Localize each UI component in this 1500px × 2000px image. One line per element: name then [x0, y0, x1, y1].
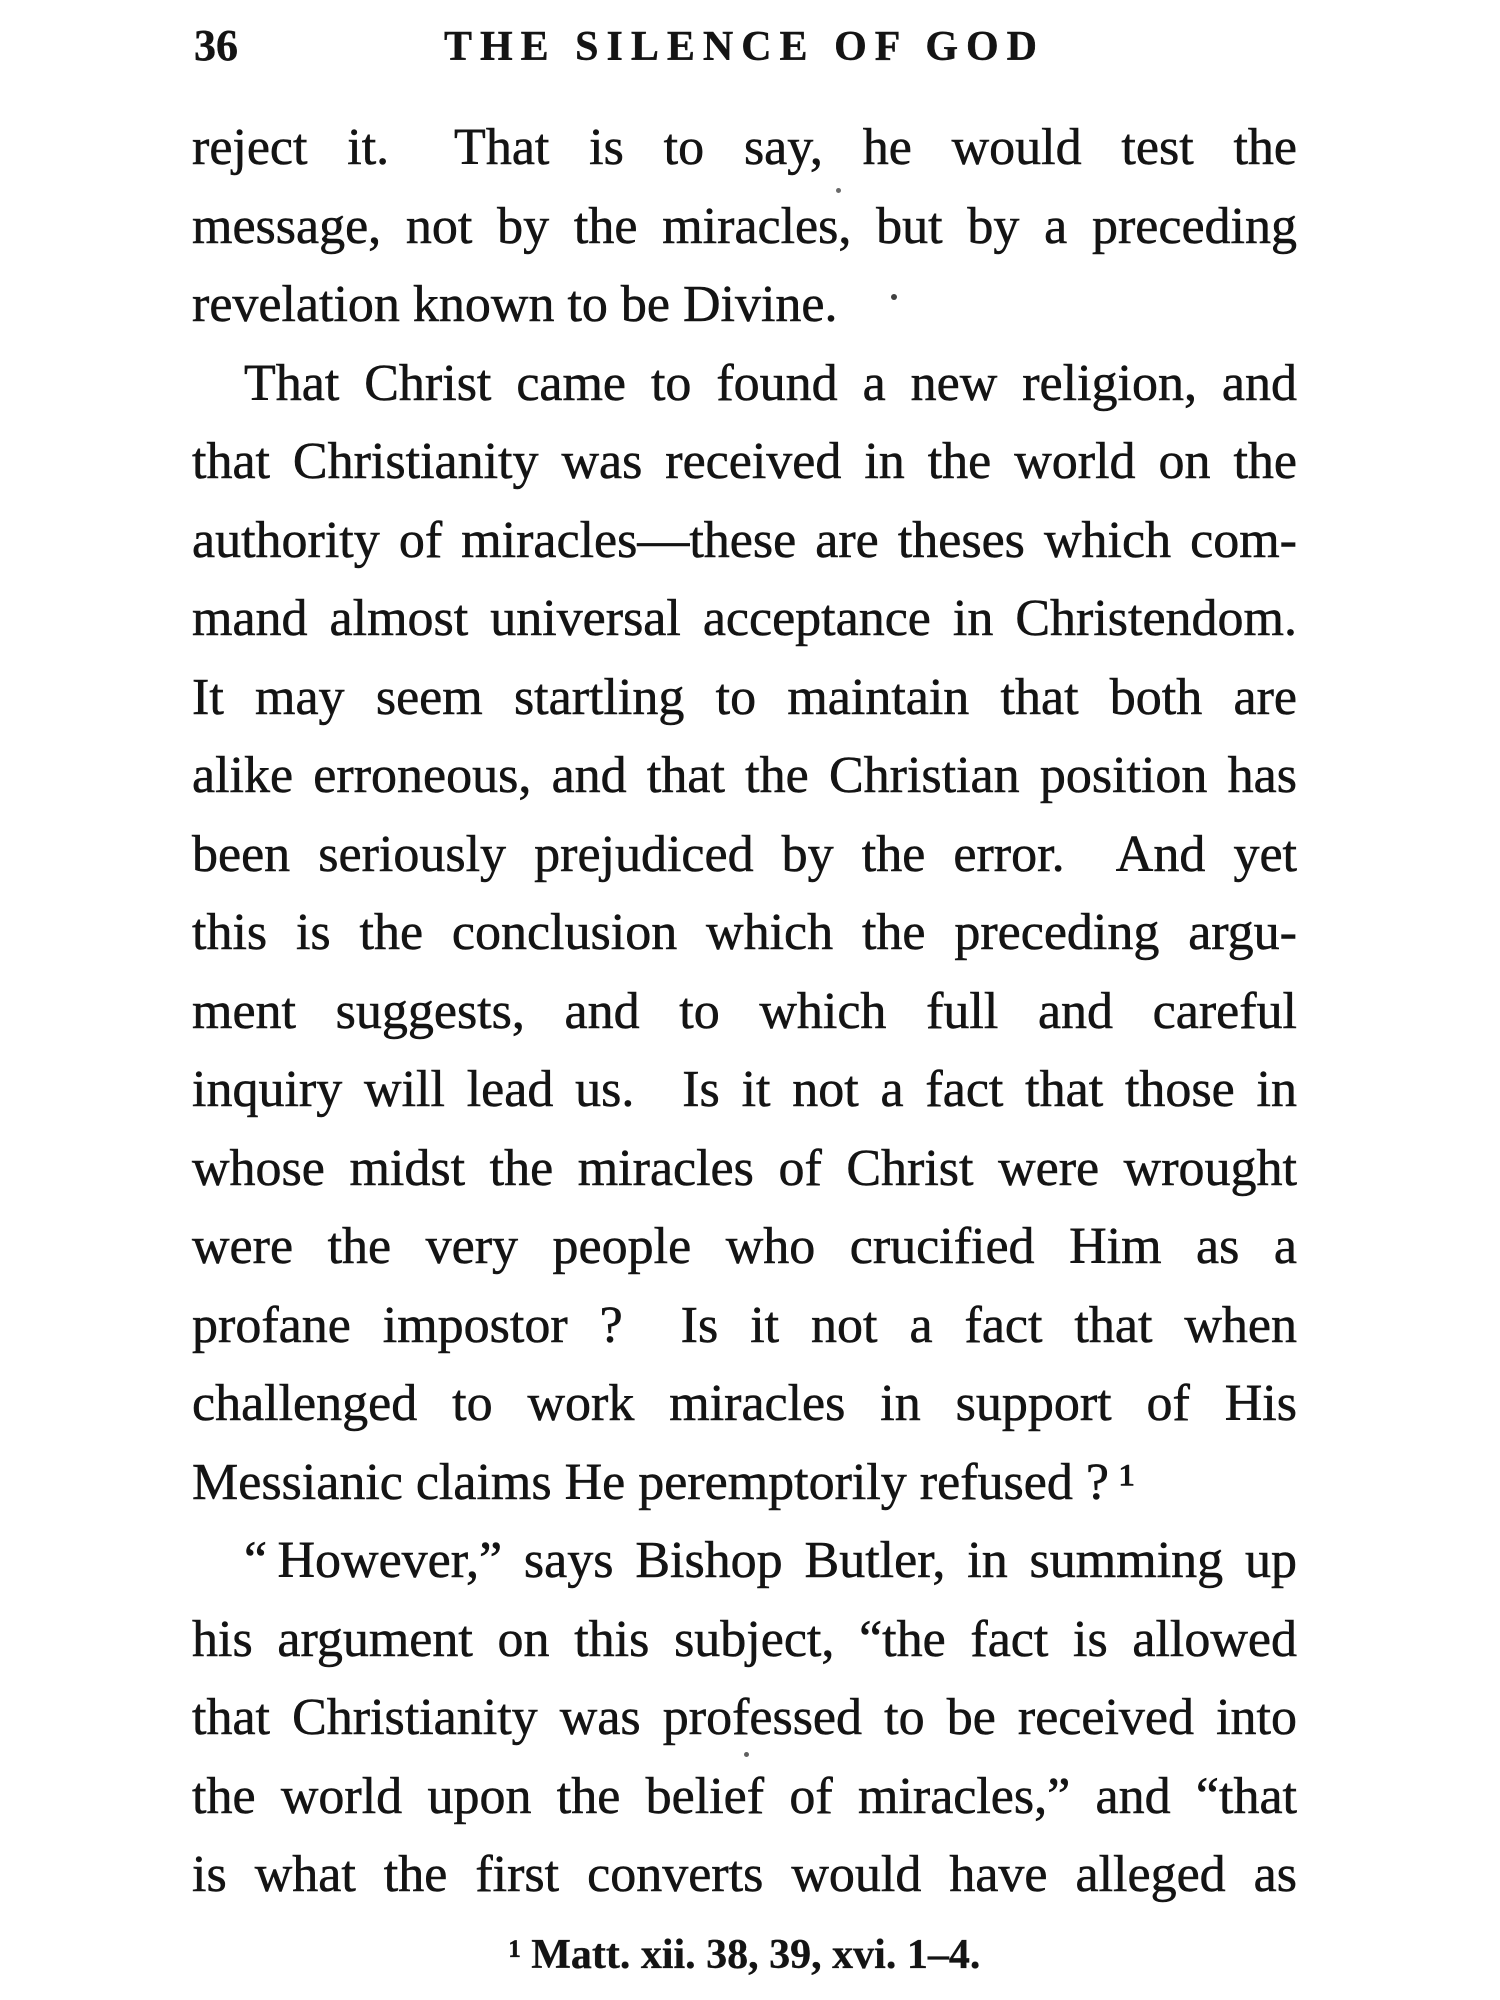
text-line: that Christianity was received in the world on the — [192, 433, 1297, 490]
scan-artifact-dot — [836, 188, 841, 193]
text-line: whose midst the miracles of Christ were wrought — [192, 1139, 1297, 1197]
text-line: profane impostor ? Is it not a fact that when — [192, 1296, 1297, 1354]
text-line: revelation known to be Divine. — [192, 276, 838, 333]
text-line: It may seem startling to maintain that both are — [192, 668, 1297, 726]
text-line: this is the conclusion which the preceding argu- — [192, 904, 1297, 961]
scan-artifact-dot — [891, 294, 897, 300]
footnote-text: Matt. xii. 38, 39, xvi. 1–4. — [531, 1932, 981, 1978]
footnote — [192, 1916, 1297, 1994]
text-line: mand almost universal acceptance in Christendom. — [192, 590, 1297, 647]
footnote-marker: ¹ — [508, 1932, 522, 1978]
text-line: Messianic claims He peremptorily refused ? ¹ — [192, 1453, 1135, 1511]
text-line: inquiry will lead us. Is it not a fact that those in — [192, 1061, 1297, 1118]
scan-artifact-dot — [744, 1752, 749, 1757]
text-line: alike erroneous, and that the Christian position has — [192, 747, 1297, 804]
text-line: That Christ came to found a new religion, and — [244, 354, 1297, 412]
text-line: were the very people who crucified Him as a — [192, 1218, 1297, 1275]
text-line: message, not by the miracles, but by a preceding — [192, 197, 1297, 255]
text-line: been seriously prejudiced by the error. And yet — [192, 825, 1297, 883]
text-line: challenged to work miracles in support of His — [192, 1375, 1297, 1432]
text-line: the world upon the belief of miracles,” and “that — [192, 1767, 1297, 1825]
text-line: authority of miracles—these are theses which com- — [192, 511, 1297, 569]
text-line: that Christianity was professed to be received into — [192, 1689, 1297, 1746]
running-title: THE SILENCE OF GOD — [443, 24, 1046, 70]
text-line: is what the first converts would have alleged as — [192, 1846, 1297, 1903]
page-number: 36 — [194, 21, 238, 70]
page-header — [192, 20, 1297, 82]
text-line: reject it. That is to say, he would test the — [192, 119, 1297, 176]
text-line: ment suggests, and to which full and careful — [192, 982, 1297, 1040]
text-line: “ However,” says Bishop Butler, in summing up — [244, 1532, 1297, 1589]
body-text — [192, 109, 1297, 1915]
text-line: his argument on this subject, “the fact is allowed — [192, 1610, 1297, 1668]
